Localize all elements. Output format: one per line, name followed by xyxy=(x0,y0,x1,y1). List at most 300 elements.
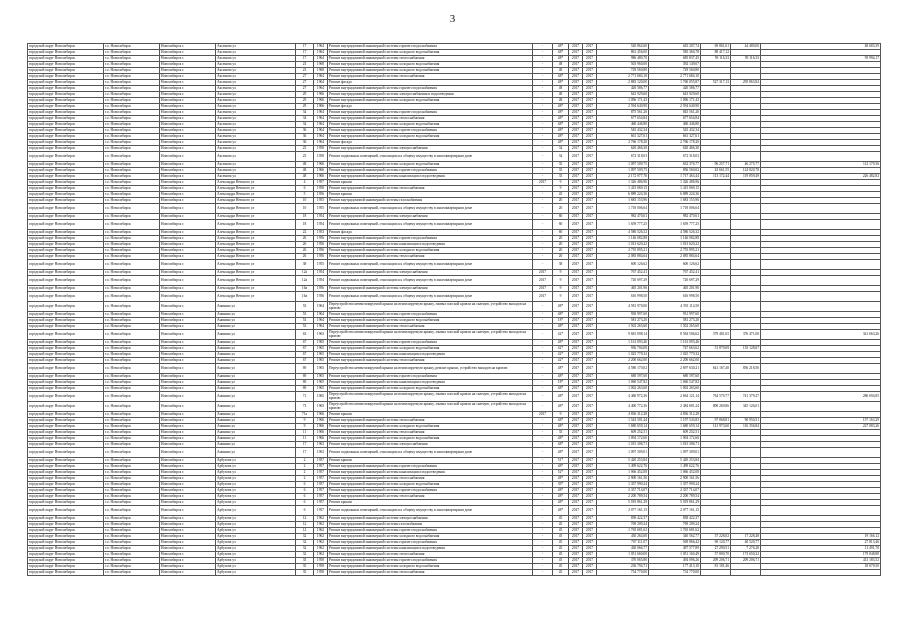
cell-unit-count: 48* xyxy=(553,464,569,470)
cell-fund-cost: 2 697 630,21 xyxy=(649,364,701,374)
cell-city: Новосибирск г. xyxy=(160,424,216,430)
cell-year-built: 1956 xyxy=(314,248,328,254)
cell-year-built: 1954 xyxy=(314,214,328,220)
cell-fund-cost-3: 209 206,71 xyxy=(731,558,761,564)
cell-municipality: городской округ Новосибирск xyxy=(28,488,104,494)
cell-work-type: Ремонт внутридомовой инженерной системы холодного водоснабжения xyxy=(328,62,533,68)
cell-start-year: 2017 xyxy=(569,230,583,236)
cell-unit-count: 45 xyxy=(553,540,569,546)
cell-municipality: городской округ Новосибирск xyxy=(28,340,104,346)
cell-fund-cost: 1 765 681,62 xyxy=(649,528,701,534)
cell-city: Новосибирск г. xyxy=(160,242,216,248)
cell-year-built: 1957 xyxy=(314,458,328,464)
cell-settlement: г.о. Новосибирск xyxy=(104,374,160,380)
cell-start-year: 2017 xyxy=(569,292,583,302)
cell-fund-cost: 8 584 506,62 xyxy=(649,330,701,340)
cell-start-year: 2017 xyxy=(569,174,583,180)
cell-work-type: Переустройство невентилируемой крыши на вентилируемую крышу, замена плоской кровли на скатную, устройство выходов на кровлю xyxy=(328,302,533,312)
cell-unit-count: 48* xyxy=(553,56,569,62)
cell-unit-count: 48 xyxy=(553,62,569,68)
cell-year-completed: - xyxy=(533,458,553,464)
cell-fund-cost-4 xyxy=(761,152,881,162)
cell-city: Новосибирск г. xyxy=(160,186,216,192)
cell-end-year: 2017 xyxy=(583,270,597,276)
cell-unit-count: 9 xyxy=(553,270,569,276)
cell-unit-count: 48* xyxy=(553,488,569,494)
cell-fund-cost: 1 096 171,43 xyxy=(649,98,701,104)
cell-street: Аксенова ул xyxy=(216,134,296,140)
cell-unit-count: 48 xyxy=(553,68,569,74)
cell-municipality: городской округ Новосибирск xyxy=(28,214,104,220)
cell-fund-cost: 845 561,26 xyxy=(649,110,701,116)
cell-year-built: 1956 xyxy=(314,242,328,248)
cell-end-year: 2017 xyxy=(583,68,597,74)
cell-municipality: городской округ Новосибирск xyxy=(28,292,104,302)
cell-municipality: городской округ Новосибирск xyxy=(28,564,104,570)
cell-city: Новосибирск г. xyxy=(160,516,216,522)
cell-settlement: г.о. Новосибирск xyxy=(104,436,160,442)
cell-end-year: 2017 xyxy=(583,254,597,260)
cell-city: Новосибирск г. xyxy=(160,198,216,204)
cell-street: Аникина ул xyxy=(216,424,296,430)
cell-year-completed: - xyxy=(533,302,553,312)
cell-year-built: 1968 xyxy=(314,68,328,74)
cell-unit-count: 48* xyxy=(553,74,569,80)
cell-fund-cost: 1 718 006,64 xyxy=(649,204,701,214)
cell-municipality: городской округ Новосибирск xyxy=(28,204,104,214)
cell-work-type: Ремонт внутридомовой инженерной системы горячего водоснабжения xyxy=(328,374,533,380)
cell-unit-count: 60 xyxy=(553,214,569,220)
cell-total-cost: 600 126,62 xyxy=(597,260,649,270)
cell-year-completed: - xyxy=(533,476,553,482)
cell-total-cost: 5 420 253,84 xyxy=(597,458,649,464)
cell-settlement: г.о. Новосибирск xyxy=(104,80,160,86)
cell-street: Аксенова ул xyxy=(216,44,296,50)
cell-municipality: городской округ Новосибирск xyxy=(28,186,104,192)
cell-settlement: г.о. Новосибирск xyxy=(104,248,160,254)
cell-fund-cost-2: 764 579,77 xyxy=(701,392,731,402)
cell-year-completed: - xyxy=(533,442,553,448)
cell-year-built: 1956 xyxy=(314,286,328,292)
cell-house: 2 xyxy=(296,458,314,464)
cell-settlement: г.о. Новосибирск xyxy=(104,412,160,418)
cell-unit-count: 51* xyxy=(553,458,569,464)
cell-unit-count: 48* xyxy=(553,500,569,506)
cell-year-built: 1956 xyxy=(314,292,328,302)
cell-fund-cost-2: 641 167,40 xyxy=(701,364,731,374)
cell-settlement: г.о. Новосибирск xyxy=(104,56,160,62)
cell-year-completed: - xyxy=(533,312,553,318)
cell-unit-count: 48* xyxy=(553,506,569,516)
cell-municipality: городской округ Новосибирск xyxy=(28,346,104,352)
cell-total-cost: 2 883 120,00 xyxy=(597,80,649,86)
cell-unit-count: 48* xyxy=(553,386,569,392)
cell-start-year: 2017 xyxy=(569,540,583,546)
cell-city: Новосибирск г. xyxy=(160,62,216,68)
cell-settlement: г.о. Новосибирск xyxy=(104,270,160,276)
cell-settlement: г.о. Новосибирск xyxy=(104,352,160,358)
cell-unit-count: 45 xyxy=(553,558,569,564)
cell-fund-cost: 4 836 312,28 xyxy=(649,412,701,418)
cell-street: Аникина ул xyxy=(216,364,296,374)
cell-fund-cost: 767 452,41 xyxy=(649,270,701,276)
cell-fund-cost: 460 446,80 xyxy=(649,122,701,128)
cell-fund-cost-2: 808 269,86 xyxy=(701,402,731,412)
cell-start-year: 2017 xyxy=(569,476,583,482)
cell-year-completed: - xyxy=(533,260,553,270)
cell-fund-cost-4 xyxy=(761,220,881,230)
cell-start-year: 2017 xyxy=(569,392,583,402)
cell-total-cost: 2 200 662,00 xyxy=(597,358,649,364)
cell-end-year: 2017 xyxy=(583,506,597,516)
cell-street: Александра Невского ул xyxy=(216,180,296,186)
cell-unit-count: 48* xyxy=(553,50,569,56)
cell-unit-count: 18* xyxy=(553,318,569,324)
cell-fund-cost: 1 717 463,44 xyxy=(649,174,701,180)
cell-year-completed: - xyxy=(533,86,553,92)
cell-end-year: 2017 xyxy=(583,180,597,186)
cell-year-completed: - xyxy=(533,192,553,198)
cell-total-cost: 2 594 640,90 xyxy=(597,104,649,110)
cell-street: Аксенова ул xyxy=(216,128,296,134)
table-row xyxy=(28,506,881,516)
cell-total-cost: 545 432,34 xyxy=(597,128,649,134)
registry-sheet xyxy=(27,43,880,576)
cell-fund-cost-4: 286 694,85 xyxy=(761,392,881,402)
cell-year-built: 1957 xyxy=(314,506,328,516)
cell-house: 6 xyxy=(296,186,314,192)
cell-fund-cost-4 xyxy=(761,276,881,286)
cell-unit-count: 18* xyxy=(553,380,569,386)
cell-end-year: 2017 xyxy=(583,424,597,430)
cell-unit-count: 45 xyxy=(553,192,569,198)
cell-settlement: г.о. Новосибирск xyxy=(104,458,160,464)
cell-year-built: 1953 xyxy=(314,230,328,236)
cell-year-completed: 2017 xyxy=(533,292,553,302)
cell-fund-cost-3: 40 520,77 xyxy=(731,540,761,546)
cell-house: 48 xyxy=(296,174,314,180)
cell-total-cost: 875 561,26 xyxy=(597,110,649,116)
cell-unit-count: 9 xyxy=(553,286,569,292)
cell-fund-cost-3: 7 276,28 xyxy=(731,546,761,552)
cell-work-type: Ремонт внутридомовой инженерной системы канализации и водоотведения xyxy=(328,352,533,358)
cell-house: 5 xyxy=(296,192,314,198)
cell-fund-cost: 747 663,62 xyxy=(649,346,701,352)
cell-city: Новосибирск г. xyxy=(160,128,216,134)
cell-house: 27 xyxy=(296,80,314,86)
cell-end-year: 2017 xyxy=(583,564,597,570)
cell-settlement: г.о. Новосибирск xyxy=(104,134,160,140)
cell-settlement: г.о. Новосибирск xyxy=(104,236,160,242)
cell-house: 36 xyxy=(296,128,314,134)
cell-municipality: городской округ Новосибирск xyxy=(28,352,104,358)
cell-house: 10 xyxy=(296,198,314,204)
cell-work-type: Ремонт внутридомовой инженерной системы теплоснабжения xyxy=(328,552,533,558)
cell-start-year: 2017 xyxy=(569,146,583,152)
cell-street: Аникина ул xyxy=(216,412,296,418)
cell-total-cost: 661 327,61 xyxy=(597,134,649,140)
cell-total-cost: 1 680 659,14 xyxy=(597,424,649,430)
cell-city: Новосибирск г. xyxy=(160,104,216,110)
cell-fund-cost: 2 085 884,64 xyxy=(649,254,701,260)
cell-end-year: 2017 xyxy=(583,260,597,270)
cell-total-cost: 643 929,60 xyxy=(597,92,649,98)
cell-year-completed: - xyxy=(533,424,553,430)
cell-year-built: 1966 xyxy=(314,418,328,424)
cell-end-year: 2017 xyxy=(583,198,597,204)
cell-street: Аникина ул xyxy=(216,302,296,312)
table-row xyxy=(28,364,881,374)
cell-municipality: городской округ Новосибирск xyxy=(28,540,104,546)
cell-settlement: г.о. Новосибирск xyxy=(104,312,160,318)
cell-street: Аникина ул xyxy=(216,352,296,358)
cell-start-year: 2017 xyxy=(569,500,583,506)
cell-fund-cost-4 xyxy=(761,292,881,302)
cell-house: 6 xyxy=(296,488,314,494)
cell-fund-cost-2: 37 228,02 xyxy=(701,534,731,540)
cell-municipality: городской округ Новосибирск xyxy=(28,380,104,386)
cell-year-built: 1964 xyxy=(314,56,328,62)
cell-fund-cost-3: 135 128,67 xyxy=(731,346,761,352)
cell-city: Новосибирск г. xyxy=(160,174,216,180)
cell-work-type: Ремонт внутридомовой инженерной системы теплоснабжения xyxy=(328,358,533,364)
cell-start-year: 2017 xyxy=(569,56,583,62)
cell-total-cost: 1 094 172,60 xyxy=(597,436,649,442)
cell-fund-cost-3: 46 275,77 xyxy=(731,162,761,168)
cell-city: Новосибирск г. xyxy=(160,302,216,312)
cell-street: Аникина ул xyxy=(216,392,296,402)
cell-fund-cost: 720 697,29 xyxy=(649,276,701,286)
cell-work-type: Переустройство невентилируемой крыши на вентилируемую крышу, замена плоской кровли на скатную, устройство выходов на кровлю xyxy=(328,330,533,340)
cell-fund-cost: 685 837,45 xyxy=(649,56,701,62)
cell-year-built: 1965 xyxy=(314,380,328,386)
cell-house: 67 xyxy=(296,340,314,346)
cell-start-year: 2017 xyxy=(569,198,583,204)
cell-fund-cost-2: 141 973,60 xyxy=(701,424,731,430)
cell-municipality: городской округ Новосибирск xyxy=(28,104,104,110)
cell-city: Новосибирск г. xyxy=(160,552,216,558)
cell-end-year: 2017 xyxy=(583,242,597,248)
cell-settlement: г.о. Новосибирск xyxy=(104,494,160,500)
cell-start-year: 2017 xyxy=(569,302,583,312)
cell-unit-count: 48* xyxy=(553,110,569,116)
cell-year-completed: - xyxy=(533,352,553,358)
cell-house: 26 xyxy=(296,242,314,248)
cell-settlement: г.о. Новосибирск xyxy=(104,128,160,134)
cell-street: Александра Невского ул xyxy=(216,186,296,192)
cell-municipality: городской округ Новосибирск xyxy=(28,436,104,442)
cell-fund-cost: 6 889 224,36 xyxy=(649,192,701,198)
cell-street: Арбузова ул xyxy=(216,528,296,534)
cell-work-type: Ремонт внутридомовой инженерной системы горячего водоснабжения xyxy=(328,488,533,494)
cell-street: Аксенова ул xyxy=(216,110,296,116)
cell-street: Арбузова ул xyxy=(216,516,296,522)
cell-fund-cost: 497 577,89 xyxy=(649,546,701,552)
cell-total-cost: 4 460 972,36 xyxy=(597,392,649,402)
cell-end-year: 2017 xyxy=(583,346,597,352)
cell-work-type: Ремонт внутридомовой инженерной системы горячего водоснабжения xyxy=(328,110,533,116)
cell-city: Новосибирск г. xyxy=(160,312,216,318)
cell-street: Арбузова ул xyxy=(216,540,296,546)
cell-unit-count: 48* xyxy=(553,364,569,374)
table-row xyxy=(28,302,881,312)
cell-house: 16а xyxy=(296,292,314,302)
cell-total-cost: 2 172 977,76 xyxy=(597,174,649,180)
cell-year-built: 1957 xyxy=(314,476,328,482)
cell-work-type: Ремонт внутридомовой инженерной системы горячего водоснабжения xyxy=(328,44,533,50)
cell-start-year: 2017 xyxy=(569,402,583,412)
cell-year-built: 1964 xyxy=(314,110,328,116)
cell-year-built: 1965 xyxy=(314,364,328,374)
cell-total-cost: 930 997,60 xyxy=(597,312,649,318)
cell-year-completed: - xyxy=(533,364,553,374)
cell-total-cost: 1 357 990,24 xyxy=(597,482,649,488)
cell-end-year: 2017 xyxy=(583,392,597,402)
cell-street: Арбузова ул xyxy=(216,494,296,500)
cell-start-year: 2017 xyxy=(569,50,583,56)
cell-year-built: 1963 xyxy=(314,330,328,340)
cell-fund-cost-2: 59 116,33 xyxy=(701,56,731,62)
cell-unit-count: 9 xyxy=(553,186,569,192)
cell-unit-count: 35 xyxy=(553,162,569,168)
cell-street: Арбузова ул xyxy=(216,464,296,470)
cell-city: Новосибирск г. xyxy=(160,386,216,392)
cell-fund-cost: 5 019 861,29 xyxy=(649,500,701,506)
cell-street: Аникина ул xyxy=(216,442,296,448)
cell-end-year: 2017 xyxy=(583,214,597,220)
cell-house: 71 xyxy=(296,392,314,402)
cell-municipality: городской округ Новосибирск xyxy=(28,116,104,122)
cell-street: Аксенова ул xyxy=(216,62,296,68)
cell-year-built: 1964 xyxy=(314,312,328,318)
cell-total-cost: 4 580 170,02 xyxy=(597,364,649,374)
table-row xyxy=(28,448,881,458)
cell-total-cost: 734 770,00 xyxy=(597,570,649,576)
cell-street: Аникина ул xyxy=(216,436,296,442)
cell-city: Новосибирск г. xyxy=(160,430,216,436)
cell-fund-cost: 2 664 121,14 xyxy=(649,392,701,402)
cell-city: Новосибирск г. xyxy=(160,546,216,552)
cell-street: Арбузова ул xyxy=(216,570,296,576)
cell-total-cost: 986 480,70 xyxy=(597,56,649,62)
cell-end-year: 2017 xyxy=(583,552,597,558)
cell-street: Аникина ул xyxy=(216,418,296,424)
cell-city: Новосибирск г. xyxy=(160,352,216,358)
cell-fund-cost: 2 484 681,24 xyxy=(649,402,701,412)
cell-work-type: Ремонт подвальных помещений, относящихся к общему имуществу в многоквартирном доме xyxy=(328,204,533,214)
table-row xyxy=(28,330,881,340)
cell-total-cost: 465 201,96 xyxy=(597,286,649,292)
cell-house: 35 xyxy=(296,570,314,576)
cell-fund-cost: 581 273,20 xyxy=(649,318,701,324)
cell-settlement: г.о. Новосибирск xyxy=(104,402,160,412)
cell-unit-count: 45 xyxy=(553,534,569,540)
cell-total-cost: 1 002 263,60 xyxy=(597,386,649,392)
cell-settlement: г.о. Новосибирск xyxy=(104,430,160,436)
cell-fund-cost-4 xyxy=(761,506,881,516)
cell-total-cost: 729 560,80 xyxy=(597,68,649,74)
cell-fund-cost: 1 013 620,22 xyxy=(649,242,701,248)
cell-street: Арбузова ул xyxy=(216,552,296,558)
cell-fund-cost-4 xyxy=(761,302,881,312)
cell-settlement: г.о. Новосибирск xyxy=(104,392,160,402)
cell-work-type: Переустройство невентилируемой крыши на вентилируемую крышу, замена плоской кровли на скатную, устройство выходов на кровлю xyxy=(328,402,533,412)
cell-end-year: 2017 xyxy=(583,292,597,302)
cell-city: Новосибирск г. xyxy=(160,558,216,564)
cell-fund-cost-3 xyxy=(731,448,761,458)
cell-start-year: 2017 xyxy=(569,186,583,192)
cell-municipality: городской округ Новосибирск xyxy=(28,424,104,430)
cell-start-year: 2017 xyxy=(569,330,583,340)
cell-municipality: городской округ Новосибирск xyxy=(28,392,104,402)
cell-start-year: 2017 xyxy=(569,220,583,230)
cell-municipality: городской округ Новосибирск xyxy=(28,260,104,270)
cell-unit-count: 42* xyxy=(553,358,569,364)
cell-municipality: городской округ Новосибирск xyxy=(28,528,104,534)
cell-house: 73 xyxy=(296,402,314,412)
cell-end-year: 2017 xyxy=(583,402,597,412)
cell-year-completed: - xyxy=(533,482,553,488)
cell-end-year: 2017 xyxy=(583,174,597,180)
cell-unit-count: 45 xyxy=(553,522,569,528)
cell-start-year: 2017 xyxy=(569,236,583,242)
cell-unit-count: 35 xyxy=(553,168,569,174)
cell-settlement: г.о. Новосибирск xyxy=(104,140,160,146)
cell-work-type: Ремонт подвальных помещений, относящихся к общему имуществу в многоквартирном доме xyxy=(328,220,533,230)
cell-city: Новосибирск г. xyxy=(160,44,216,50)
cell-street: Арбузова ул xyxy=(216,476,296,482)
cell-street: Арбузова ул xyxy=(216,482,296,488)
cell-street: Аксенова ул xyxy=(216,116,296,122)
cell-municipality: городской округ Новосибирск xyxy=(28,476,104,482)
cell-start-year: 2017 xyxy=(569,44,583,50)
cell-work-type: Ремонт подвальных помещений, относящихся к общему имуществу в многоквартирном доме xyxy=(328,276,533,286)
cell-start-year: 2017 xyxy=(569,68,583,74)
cell-municipality: городской округ Новосибирск xyxy=(28,494,104,500)
cell-year-built: 1957 xyxy=(314,494,328,500)
cell-fund-cost: 1 025 779,32 xyxy=(649,352,701,358)
cell-house: 48 xyxy=(296,168,314,174)
cell-municipality: городской округ Новосибирск xyxy=(28,570,104,576)
cell-municipality: городской округ Новосибирск xyxy=(28,276,104,286)
cell-unit-count: 20 xyxy=(553,254,569,260)
cell-end-year: 2017 xyxy=(583,448,597,458)
cell-end-year: 2017 xyxy=(583,192,597,198)
cell-year-completed: - xyxy=(533,516,553,522)
cell-total-cost: 620 466,30 xyxy=(597,146,649,152)
cell-city: Новосибирск г. xyxy=(160,162,216,168)
cell-fund-cost: 2 200 662,00 xyxy=(649,358,701,364)
cell-fund-cost-4: 112 179,36 xyxy=(761,162,881,168)
cell-unit-count: 48* xyxy=(553,140,569,146)
cell-year-completed: - xyxy=(533,186,553,192)
cell-work-type: Ремонт подвальных помещений, относящихся к общему имуществу в многоквартирном доме xyxy=(328,506,533,516)
cell-street: Арбузова ул xyxy=(216,458,296,464)
cell-start-year: 2017 xyxy=(569,162,583,168)
cell-start-year: 2017 xyxy=(569,312,583,318)
cell-fund-cost: 2 900 161,56 xyxy=(649,476,701,482)
cell-start-year: 2017 xyxy=(569,442,583,448)
cell-city: Новосибирск г. xyxy=(160,152,216,162)
cell-start-year: 2017 xyxy=(569,346,583,352)
cell-settlement: г.о. Новосибирск xyxy=(104,50,160,56)
cell-total-cost: 1 013 620,22 xyxy=(597,242,649,248)
cell-fund-cost-2: 88 417,12 xyxy=(701,50,731,56)
cell-total-cost: 236 794,71 xyxy=(597,564,649,570)
cell-house: 53 xyxy=(296,302,314,312)
cell-settlement: г.о. Новосибирск xyxy=(104,386,160,392)
cell-unit-count: 20 xyxy=(553,198,569,204)
